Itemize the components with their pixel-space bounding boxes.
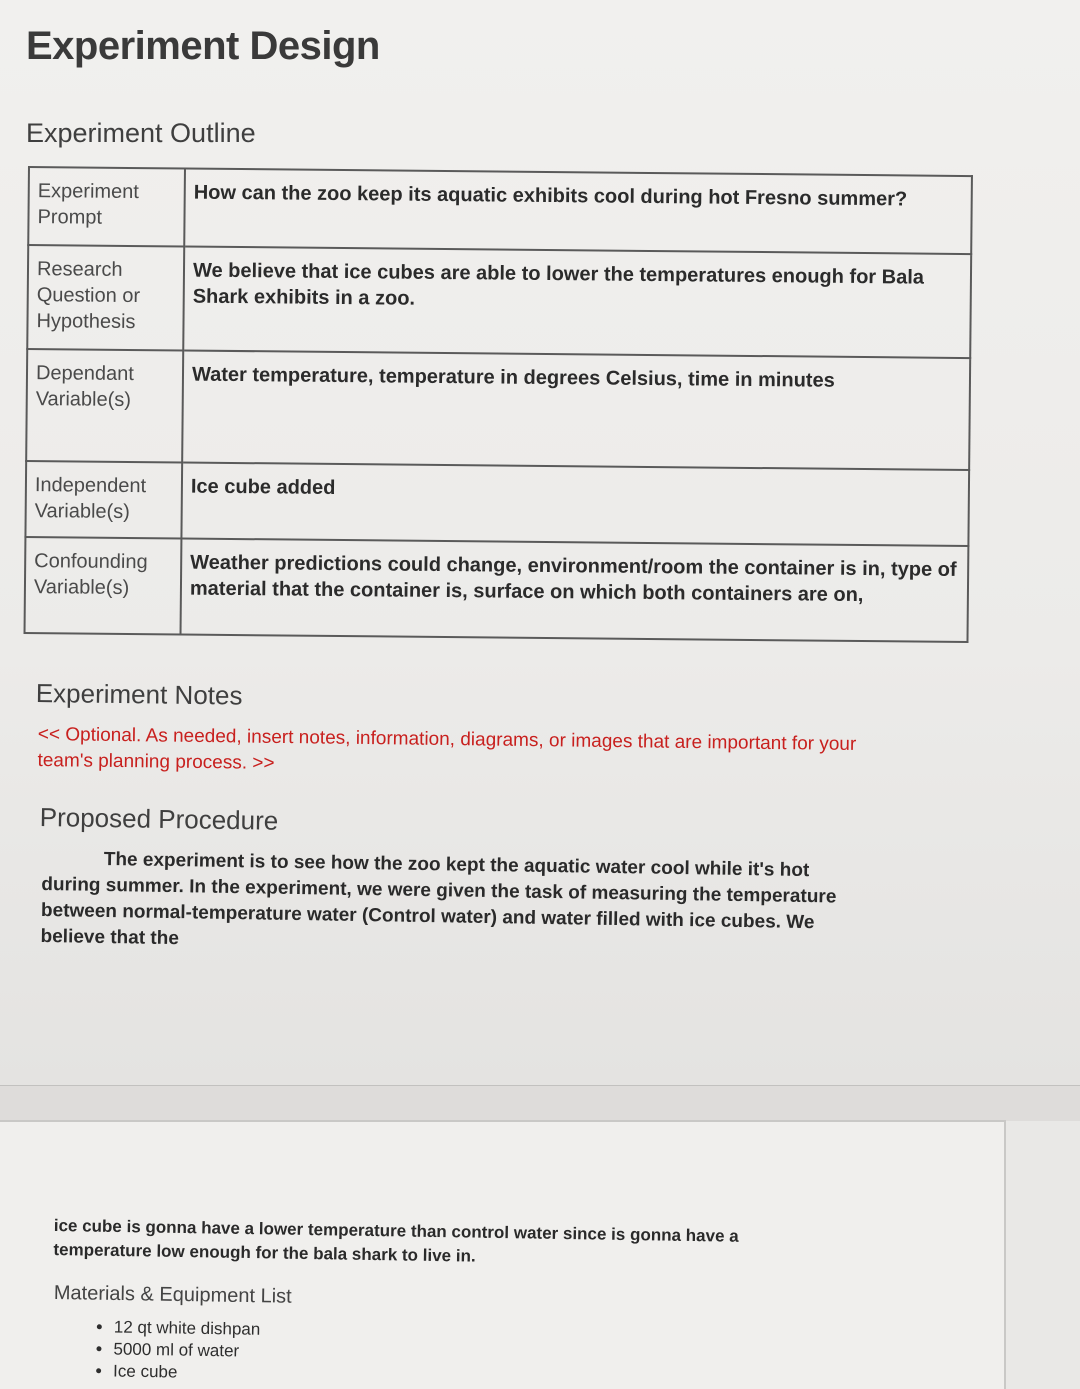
procedure-text[interactable]: The experiment is to see how the zoo kept the aquatic water cool while it's hot during summer. In the experiment, we were given the task of measuring the temperature between normal-temperature water (Control water) and water filled with ice cubes. We believe that the — [40, 848, 837, 950]
row-value[interactable]: Ice cube added — [181, 462, 969, 546]
page-break — [0, 1085, 1080, 1121]
row-label: Independent Variable(s) — [25, 461, 182, 538]
materials-heading: Materials & Equipment List — [53, 1282, 292, 1308]
row-value[interactable]: How can the zoo keep its aquatic exhibits cool during hot Fresno summer? — [184, 169, 972, 255]
materials-list — [81, 1316, 261, 1385]
notes-heading: Experiment Notes — [35, 678, 243, 711]
table-row — [27, 245, 971, 358]
row-value[interactable]: Weather predictions could change, environment/room the container is in, type of material that the container is, surface on which both containers are on, — [181, 538, 969, 642]
list-item[interactable]: • Ice cube — [113, 1360, 260, 1384]
outline-heading: Experiment Outline — [26, 118, 256, 148]
table-row — [26, 349, 970, 470]
procedure-text-continued[interactable]: ice cube is gonna have a lower temperature than control water since is gonna have a temperature low enough for the bala shark to live in. — [53, 1215, 739, 1266]
row-label: Confounding Variable(s) — [25, 537, 182, 634]
outline-table — [24, 166, 973, 643]
notes-placeholder-text[interactable]: << Optional. As needed, insert notes, information, diagrams, or images that are important for your team's planning process. >> — [37, 723, 857, 774]
procedure-heading: Proposed Procedure — [39, 802, 279, 836]
row-value[interactable]: Water temperature, temperature in degrees Celsius, time in minutes — [182, 350, 970, 470]
row-value[interactable]: We believe that ice cubes are able to lower the temperatures enough for Bala Shark exhibits in a zoo. — [183, 247, 971, 359]
row-label: Research Question or Hypothesis — [27, 245, 184, 350]
document-title: Experiment Design — [26, 24, 380, 68]
table-row — [25, 461, 969, 546]
table-row — [25, 537, 969, 642]
list-item[interactable]: • 5000 ml of water — [113, 1338, 260, 1362]
table-row — [28, 167, 972, 254]
list-item[interactable]: • 12 qt white dishpan — [114, 1317, 261, 1341]
row-label: Experiment Prompt — [28, 167, 185, 246]
row-label: Dependant Variable(s) — [26, 349, 183, 462]
